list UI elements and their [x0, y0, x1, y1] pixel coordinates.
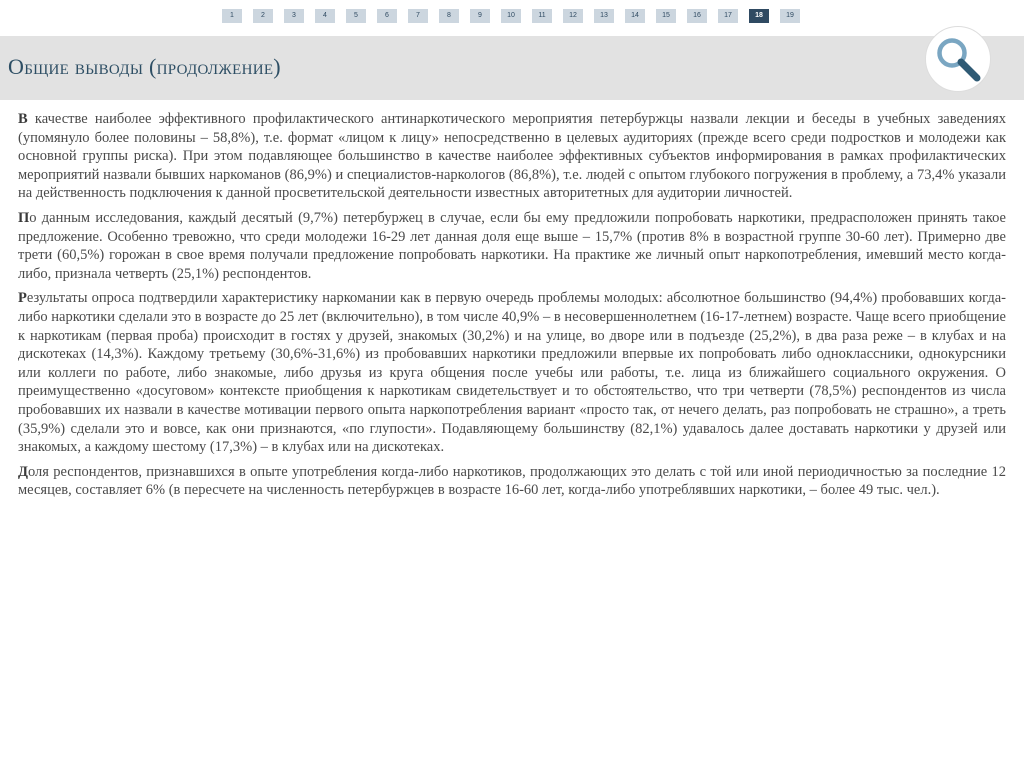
nav-page-6[interactable]: 6: [377, 9, 397, 23]
nav-page-18[interactable]: 18: [749, 9, 769, 23]
nav-page-3[interactable]: 3: [284, 9, 304, 23]
nav-page-12[interactable]: 12: [563, 9, 583, 23]
paragraph-initial: П: [18, 209, 30, 226]
paragraph-initial: Р: [18, 290, 27, 307]
nav-page-16[interactable]: 16: [687, 9, 707, 23]
nav-page-7[interactable]: 7: [408, 9, 428, 23]
nav-page-13[interactable]: 13: [594, 9, 614, 23]
page-title: Общие выводы (продолжение): [8, 54, 281, 79]
paragraph-4: [18, 463, 1006, 500]
nav-page-2[interactable]: 2: [253, 9, 273, 23]
nav-page-8[interactable]: 8: [439, 9, 459, 23]
nav-page-1[interactable]: 1: [222, 9, 242, 23]
nav-page-19[interactable]: 19: [780, 9, 800, 23]
paragraph-2: [18, 209, 1006, 283]
paragraph-text: езультаты опроса подтвердили характеристику наркомании как в первую очередь проблемы молодых: абсолютное большинство (94,4%) пробовавших когда-либо наркотики сделали это в возрасте до 25 лет (включительно), в том числе 40,9% – в несовершеннолетнем (16-17-летнем) возрасте. Чаще всего приобщение к наркотикам (первая проба) происходит в гостях у друзей, знакомых (30,2%) и на улице, во дворе или в подъезде (25,2%), в два раза реже – в клубах и на дискотеках (14,3%). Каждому третьему (30,6%-31,6%) из пробовавших наркотики предложили впервые их попробовать либо одноклассники, однокурсники или коллеги по работе, либо знакомые, либо друзья из круга общения после учебы или работы, т.е. лица из ближайшего социального окружения. О преимущественно «досуговом» контексте приобщения к наркотикам свидетельствует и то обстоятельство, что три четверти (78,5%) респондентов из числа пробовавших их назвали в качестве мотивации первого опыта наркопотребления вариант «просто так, от нечего делать, раз попробовать не страшно», а треть (35,9%) сделали это и вовсе, как они признаются, «по глупости». Подавляющему большинству (82,1%) удавалось далее доставать наркотики у друзей или знакомых, а каждому шестому (17,3%) – в клубах или на дискотеках.: [18, 290, 1006, 456]
paragraph-initial: Д: [18, 463, 28, 480]
page-navigation: [0, 9, 1024, 23]
nav-page-9[interactable]: 9: [470, 9, 490, 23]
magnifier-icon: [934, 35, 984, 85]
paragraph-initial: В: [18, 111, 28, 127]
article-body: [18, 110, 1006, 506]
nav-page-11[interactable]: 11: [532, 9, 552, 23]
nav-page-4[interactable]: 4: [315, 9, 335, 23]
nav-page-5[interactable]: 5: [346, 9, 366, 23]
paragraph-text: о данным исследования, каждый десятый (9,7%) петербуржец в случае, если бы ему предложили попробовать наркотики, предрасположен принять такое предложение. Особенно тревожно, что среди молодежи 16-29 лет данная доля еще выше – 15,7% (против 8% в возрастной группе 30-60 лет). Примерно две трети (60,5%) горожан в свое время получали предложение попробовать наркотики. На практике же личный опыт наркопотребления, имевший место когда-либо, признала четверть (25,1%) респондентов.: [18, 209, 1006, 282]
paragraph-3: [18, 289, 1006, 456]
paragraph-text: оля респондентов, признавшихся в опыте употребления когда-либо наркотиков, продолжающих это делать с той или иной периодичностью за последние 12 месяцев, составляет 6% (в пересчете на численность петербуржцев в возрасте 16-60 лет, когда-либо употреблявших наркотики, – более 49 тыс. чел.).: [18, 463, 1006, 499]
paragraph-text: качестве наиболее эффективного профилактического антинаркотического мероприятия петербуржцы назвали лекции и беседы в учебных заведениях (упомянуло более половины – 58,8%), т.е. формат «лицом к лицу» непосредственно в целевых аудиториях (прежде всего среди подростков и молодежи как основной группы риска). При этом подавляющее большинство в качестве наиболее эффективных субъектов информирования в рамках профилактических мероприятий назвали бывших наркоманов (86,9%) и специалистов-наркологов (86,8%), т.е. людей с опытом глубокого погружения в проблему, а 73,4% указали на действенность подключения к данной просветительской деятельности известных авторитетных для аудитории личностей.: [18, 111, 1006, 202]
nav-page-15[interactable]: 15: [656, 9, 676, 23]
nav-page-10[interactable]: 10: [501, 9, 521, 23]
paragraph-1: [18, 110, 1006, 203]
nav-page-17[interactable]: 17: [718, 9, 738, 23]
search-button[interactable]: [925, 26, 991, 92]
nav-page-14[interactable]: 14: [625, 9, 645, 23]
